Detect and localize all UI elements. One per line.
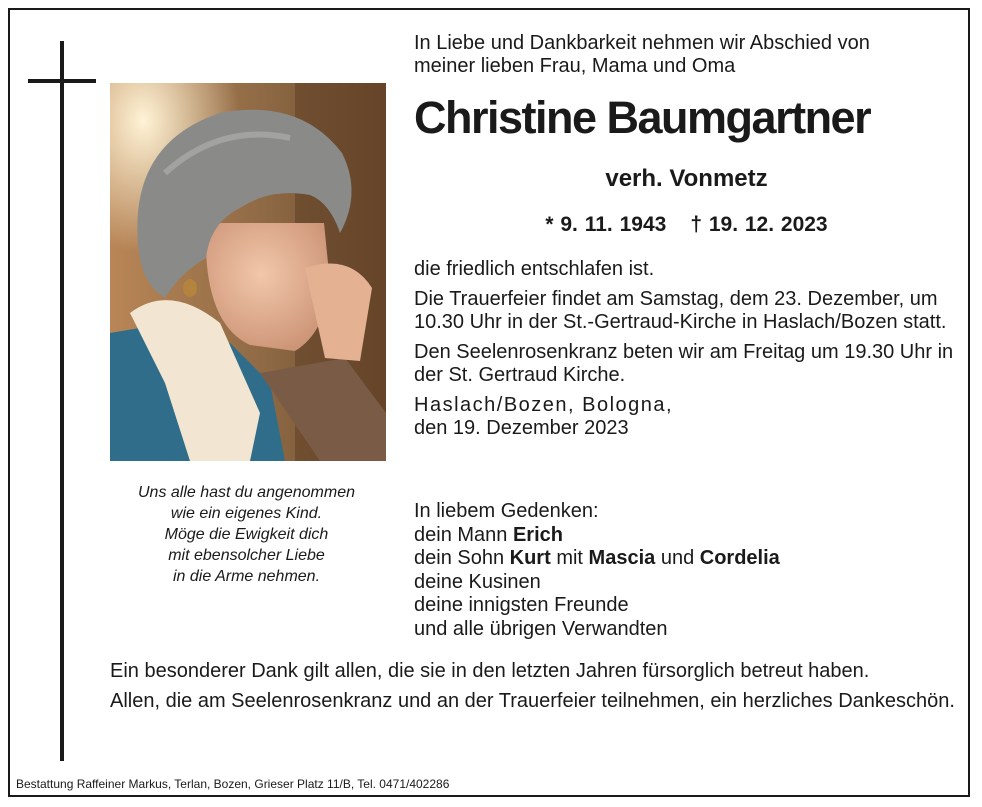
- funeral-home-footer: Bestattung Raffeiner Markus, Terlan, Bozen, Grieser Platz 11/B, Tel. 0471/402286: [16, 777, 450, 791]
- death-date: † 19. 12. 2023: [690, 213, 828, 236]
- body-paragraph: die friedlich entschlafen ist.: [414, 258, 655, 280]
- signature-cousins: deine Kusinen: [414, 570, 541, 593]
- intro-line-1: In Liebe und Dankbarkeit nehmen wir Abschied von: [414, 32, 870, 54]
- place: Haslach/Bozen, Bologna,: [414, 394, 674, 416]
- thanks-paragraph: Ein besonderer Dank gilt allen, die sie in den letzten Jahren fürsorglich betreut haben.: [110, 660, 870, 682]
- signature-friends: deine innigsten Freunde: [414, 594, 629, 616]
- signature-husband: dein Mann Erich: [414, 523, 563, 546]
- signature-heading: In liebem Gedenken:: [414, 500, 599, 522]
- poem-line: Uns alle hast du angenommen: [137, 484, 356, 501]
- date-line: den 19. Dezember 2023: [414, 417, 629, 439]
- married-name: verh. Vonmetz: [605, 165, 768, 192]
- thanks-section: [110, 660, 959, 720]
- signature-relatives: und alle übrigen Verwandten: [414, 617, 668, 640]
- cross-icon-bar: [28, 79, 96, 83]
- cross-icon: [60, 41, 64, 761]
- life-dates: [414, 211, 959, 239]
- poem-line: mit ebensolcher Liebe: [168, 547, 325, 564]
- poem-line: Möge die Ewigkeit dich: [164, 526, 329, 543]
- announcement-body: [414, 258, 959, 440]
- intro-line-2: meiner lieben Frau, Mama und Oma: [414, 55, 736, 77]
- poem: [105, 482, 388, 587]
- intro-text: [414, 32, 959, 78]
- poem-line: in die Arme nehmen.: [172, 568, 321, 585]
- signature-block: [414, 500, 959, 641]
- birth-date: * 9. 11. 1943: [545, 213, 667, 236]
- rosary-info: Den Seelenrosenkranz beten wir am Freitag um 19.30 Uhr in der St. Gertraud Kirche.: [414, 341, 954, 386]
- deceased-name: Christine Baumgartner: [414, 92, 871, 143]
- thanks-paragraph: Allen, die am Seelenrosenkranz und an der Trauerfeier teilnehmen, ein herzliches Dankeschön.: [110, 690, 955, 712]
- signature-son: dein Sohn Kurt mit Mascia und Cordelia: [414, 547, 780, 569]
- portrait-photo: [110, 83, 386, 461]
- funeral-info: Die Trauerfeier findet am Samstag, dem 23. Dezember, um 10.30 Uhr in der St.-Gertraud-Kirche in Haslach/Bozen statt.: [414, 288, 947, 333]
- poem-line: wie ein eigenes Kind.: [170, 505, 323, 522]
